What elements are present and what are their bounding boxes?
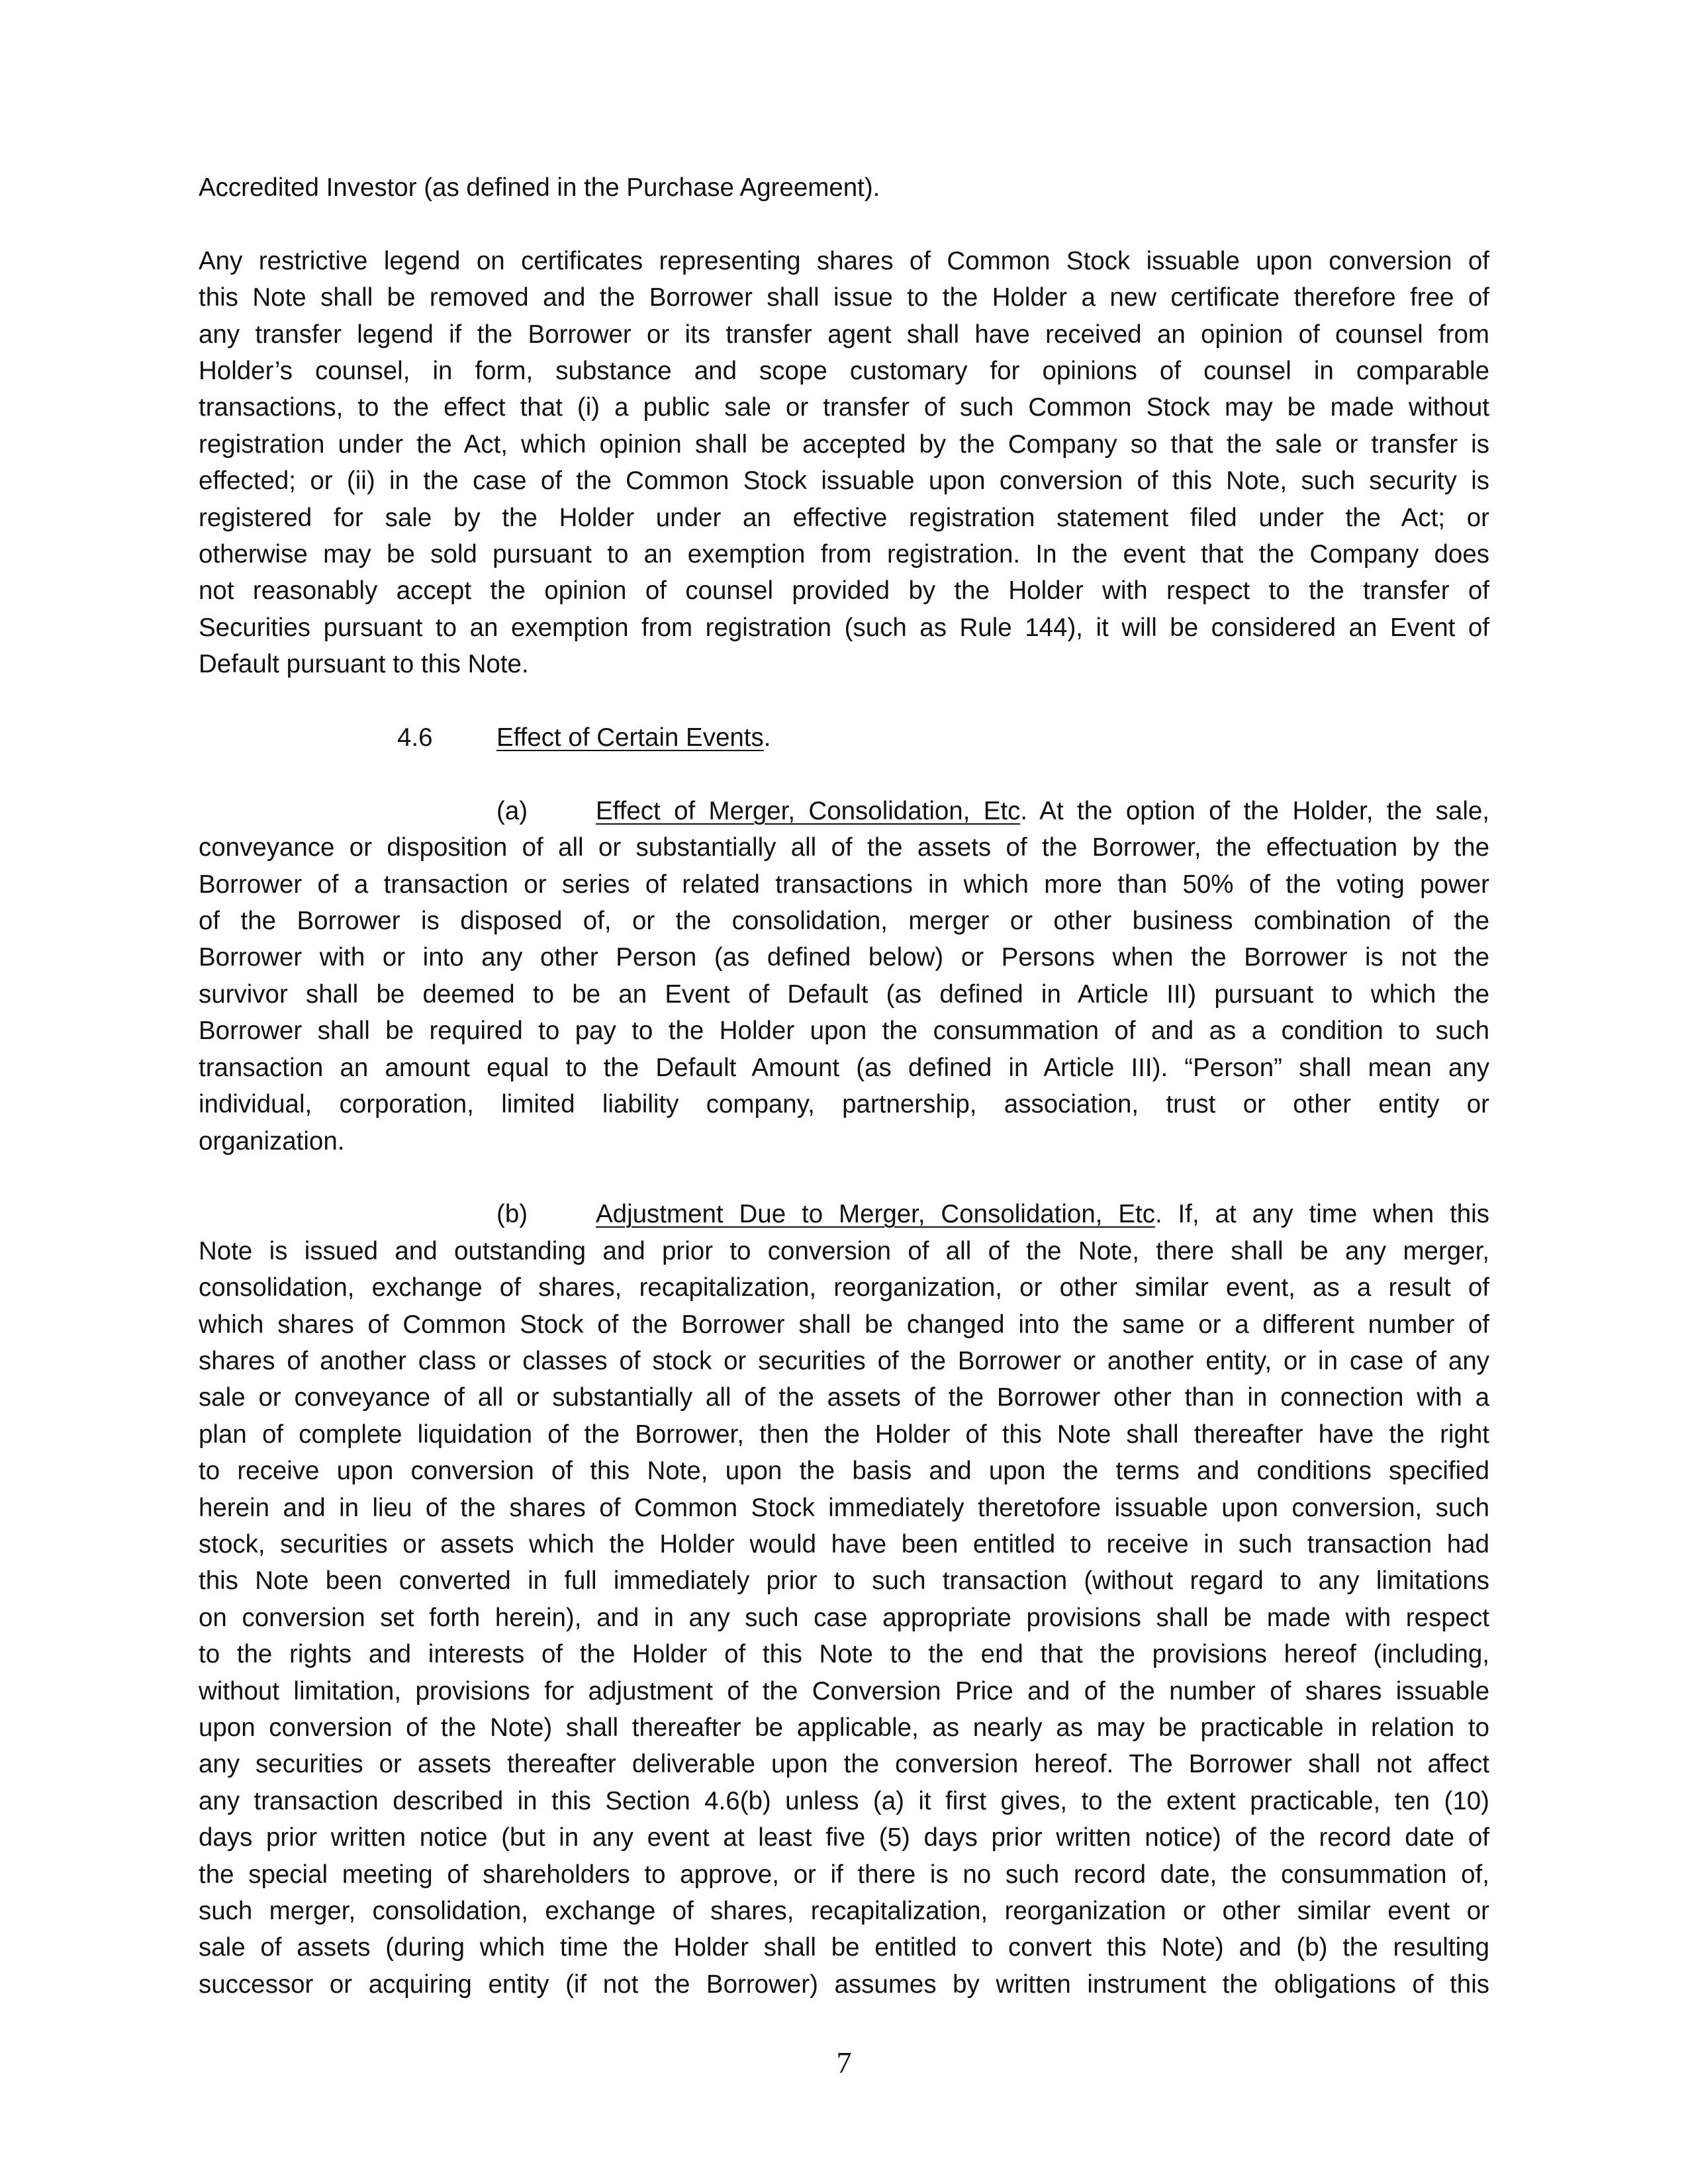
- text-line: otherwise may be sold pursuant to an exemption from registration. In the event that the Company does: [199, 540, 1489, 569]
- document-body: [199, 169, 1489, 2003]
- text-line: any transaction described in this Section 4.6(b) unless (a) it first gives, to the extent practicable, ten (10): [199, 1786, 1489, 1815]
- subsection-title: Effect of Merger, Consolidation, Etc: [596, 796, 1021, 825]
- text-line: on conversion set forth herein), and in any such case appropriate provisions shall be made with respect: [199, 1603, 1489, 1632]
- text-line: registration under the Act, which opinion shall be accepted by the Company so that the sale or transfer is: [199, 430, 1489, 459]
- text-line: . If, at any time when this: [1154, 1200, 1489, 1229]
- text-line: herein and in lieu of the shares of Common Stock immediately theretofore issuable upon conversion, such: [199, 1493, 1489, 1522]
- paragraph-restrictive-legend: [199, 243, 1489, 683]
- text-line: to the rights and interests of the Holder of this Note to the end that the provisions hereof (including,: [199, 1640, 1489, 1669]
- text-line: individual, corporation, limited liability company, partnership, association, trust or other entity or: [199, 1090, 1489, 1119]
- text-line: consolidation, exchange of shares, recapitalization, reorganization, or other similar event, as a result of: [199, 1273, 1489, 1302]
- section-title-period: .: [763, 723, 771, 752]
- text-line: Borrower with or into any other Person (as defined below) or Persons when the Borrower is not the: [199, 943, 1489, 972]
- text-line: this Note shall be removed and the Borrower shall issue to the Holder a new certificate therefore free of: [199, 283, 1489, 312]
- section-title: Effect of Certain Events: [496, 723, 764, 752]
- text-line: to receive upon conversion of this Note, upon the basis and upon the terms and conditions specified: [199, 1457, 1489, 1486]
- text-line: organization.: [199, 1126, 345, 1156]
- section-heading-4-6: [199, 719, 1489, 756]
- text-line: successor or acquiring entity (if not the Borrower) assumes by written instrument the obligations of this: [199, 1970, 1489, 1999]
- text-line: such merger, consolidation, exchange of shares, recapitalization, reorganization or other similar event or: [199, 1897, 1489, 1926]
- text-line: registered for sale by the Holder under an effective registration statement filed under the Act; or: [199, 503, 1489, 532]
- text-line: days prior written notice (but in any event at least five (5) days prior written notice) of the record date of: [199, 1823, 1489, 1852]
- paragraph-gap: [199, 756, 1489, 792]
- text-line: Any restrictive legend on certificates representing shares of Common Stock issuable upon conversion of: [199, 246, 1489, 275]
- text-line: effected; or (ii) in the case of the Common Stock issuable upon conversion of this Note, such security is: [199, 467, 1489, 496]
- text-line: survivor shall be deemed to be an Event of Default (as defined in Article III) pursuant to which the: [199, 979, 1489, 1009]
- paragraph-gap: [199, 683, 1489, 719]
- text-line: any transfer legend if the Borrower or its transfer agent shall have received an opinion of counsel from: [199, 320, 1489, 349]
- page-number: 7: [836, 2046, 852, 2079]
- paragraph-gap: [199, 1160, 1489, 1196]
- text-line: Securities pursuant to an exemption from registration (such as Rule 144), it will be considered an Event of: [199, 613, 1489, 642]
- text-line: shares of another class or classes of stock or securities of the Borrower or another entity, or in case of any: [199, 1346, 1489, 1375]
- text-line: this Note been converted in full immediately prior to such transaction (without regard to any limitations: [199, 1567, 1489, 1596]
- text-line: sale of assets (during which time the Holder shall be entitled to convert this Note) and (b) the resulting: [199, 1933, 1489, 1962]
- text-line: sale or conveyance of all or substantially all of the assets of the Borrower other than in connection with a: [199, 1383, 1489, 1412]
- paragraph-continuation: [199, 169, 1489, 206]
- text-line: which shares of Common Stock of the Borrower shall be changed into the same or a different number of: [199, 1310, 1489, 1339]
- text-line: of the Borrower is disposed of, or the consolidation, merger or other business combination of the: [199, 907, 1489, 936]
- section-number: 4.6: [397, 723, 433, 752]
- text-line: the special meeting of shareholders to approve, or if there is no such record date, the consummation of,: [199, 1860, 1489, 1889]
- text-line: plan of complete liquidation of the Borrower, then the Holder of this Note shall thereafter have the right: [199, 1420, 1489, 1449]
- text-line: . At the option of the Holder, the sale,: [1020, 796, 1489, 825]
- text-line: transaction an amount equal to the Default Amount (as defined in Article III). “Person” shall mean any: [199, 1053, 1489, 1082]
- text-line: any securities or assets thereafter deliverable upon the conversion hereof. The Borrower shall not affect: [199, 1750, 1489, 1779]
- text-line: Holder’s counsel, in form, substance and scope customary for opinions of counsel in comparable: [199, 357, 1489, 386]
- subsection-b-first-line: [199, 1196, 1489, 1232]
- subsection-a-first-line: [199, 793, 1489, 829]
- text-line: Accredited Investor (as defined in the Purchase Agreement).: [199, 173, 880, 202]
- subsection-title: Adjustment Due to Merger, Consolidation, Etc: [596, 1200, 1155, 1229]
- text-line: transactions, to the effect that (i) a public sale or transfer of such Common Stock may be made without: [199, 393, 1489, 422]
- text-line: upon conversion of the Note) shall thereafter be applicable, as nearly as may be practicable in relation to: [199, 1713, 1489, 1742]
- paragraph-gap: [199, 206, 1489, 242]
- subsection-a: [199, 793, 1489, 1160]
- subsection-b: [199, 1196, 1489, 2003]
- subsection-label: (a): [496, 796, 528, 825]
- text-line: Note is issued and outstanding and prior to conversion of all of the Note, there shall be any merger,: [199, 1236, 1489, 1265]
- text-line: not reasonably accept the opinion of counsel provided by the Holder with respect to the transfer of: [199, 576, 1489, 606]
- text-line: stock, securities or assets which the Holder would have been entitled to receive in such transaction had: [199, 1529, 1489, 1559]
- text-line: Borrower shall be required to pay to the Holder upon the consummation of and as a condition to such: [199, 1017, 1489, 1046]
- text-line: Borrower of a transaction or series of related transactions in which more than 50% of the voting power: [199, 870, 1489, 899]
- text-line: Default pursuant to this Note.: [199, 650, 529, 679]
- text-line: without limitation, provisions for adjustment of the Conversion Price and of the number of shares issuable: [199, 1676, 1489, 1706]
- subsection-label: (b): [496, 1200, 528, 1229]
- text-line: conveyance or disposition of all or substantially all of the assets of the Borrower, the effectuation by the: [199, 833, 1489, 862]
